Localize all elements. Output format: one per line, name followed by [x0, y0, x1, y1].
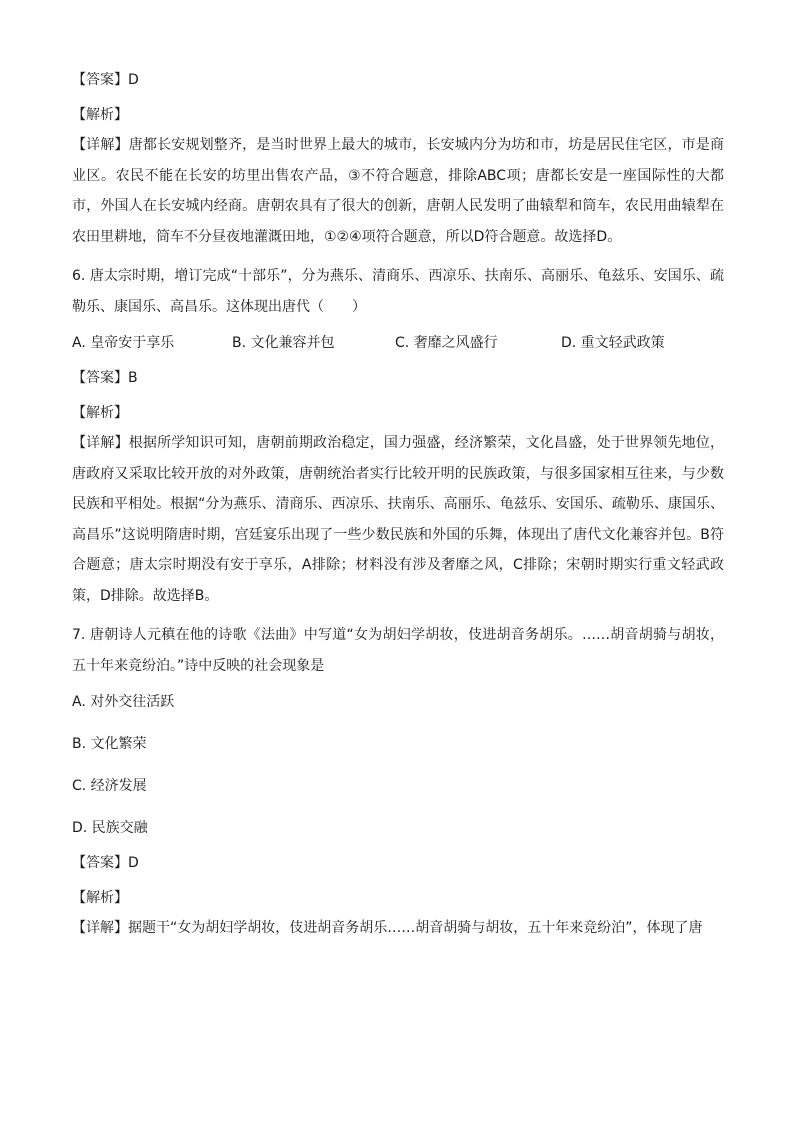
q7-answer: 【答案】D: [72, 855, 139, 871]
q6-options: [72, 331, 724, 355]
q7-stem: 7. 唐朝诗人元稹在他的诗歌《法曲》中写道“女为胡妇学胡妆，伎进胡音务胡乐。……胡音胡骑与胡妆，五十年来竞纷泊。”诗中反映的社会现象是: [72, 627, 724, 674]
q6-analysis-label: 【解析】: [72, 405, 128, 421]
q6-answer: 【答案】B: [72, 370, 138, 386]
q7-option-a: A. 对外交往活跃: [72, 694, 175, 710]
q6-detail: 【详解】根据所学知识可知，唐朝前期政治稳定，国力强盛，经济繁荣，文化昌盛，处于世界领先地位，唐政府又采取比较开放的对外政策，唐朝统治者实行比较开明的民族政策，与很多国家相互往来，与少数民族和平相处。根据“分为燕乐、清商乐、西凉乐、扶南乐、高丽乐、龟兹乐、安国乐、疏勒乐、康国乐、高昌乐”这说明隋唐时期，宫廷宴乐出现了一些少数民族和外国的乐舞，体现出了唐代文化兼容并包。B符合题意；唐太宗时期没有安于享乐，A排除；材料没有涉及奢靡之风，C排除；宋朝时期实行重文轻武政策，D排除。故选择B。: [72, 435, 724, 604]
q6-option-b: B. 文化兼容并包: [232, 335, 335, 351]
q7-option-b: B. 文化繁荣: [72, 736, 147, 752]
q6-option-a: A. 皇帝安于享乐: [72, 335, 175, 351]
q5-detail: 【详解】唐都长安规划整齐，是当时世界上最大的城市，长安城内分为坊和市，坊是居民住宅区，市是商业区。农民不能在长安的坊里出售农产品，③不符合题意，排除ABC项；唐都长安是一座国际性的大都市，外国人在长安城内经商。唐朝农具有了很大的创新，唐朝人民发明了曲辕犁和筒车，农民用曲辕犁在农田里耕地，筒车不分昼夜地灌溉田地，①②④项符合题意，所以D符合题意。故选择D。: [72, 137, 724, 245]
q5-analysis-label: 【解析】: [72, 107, 128, 123]
q7-option-c: C. 经济发展: [72, 778, 147, 794]
document-page: [72, 68, 724, 944]
q7-option-d: D. 民族交融: [72, 820, 148, 836]
q6-stem: 6. 唐太宗时期，增订完成“十部乐”，分为燕乐、清商乐、西凉乐、扶南乐、高丽乐、龟兹乐、安国乐、疏勒乐、康国乐、高昌乐。这体现出唐代（ ）: [72, 268, 724, 315]
q6-option-d: D. 重文轻武政策: [561, 335, 665, 351]
q7-analysis-label: 【解析】: [72, 890, 128, 906]
q6-option-c: C. 奢靡之风盛行: [395, 335, 498, 351]
q5-answer: 【答案】D: [72, 72, 139, 88]
q7-detail: 【详解】据题干“女为胡妇学胡妆，伎进胡音务胡乐……胡音胡骑与胡妆，五十年来竞纷泊”，体现了唐: [72, 920, 703, 936]
